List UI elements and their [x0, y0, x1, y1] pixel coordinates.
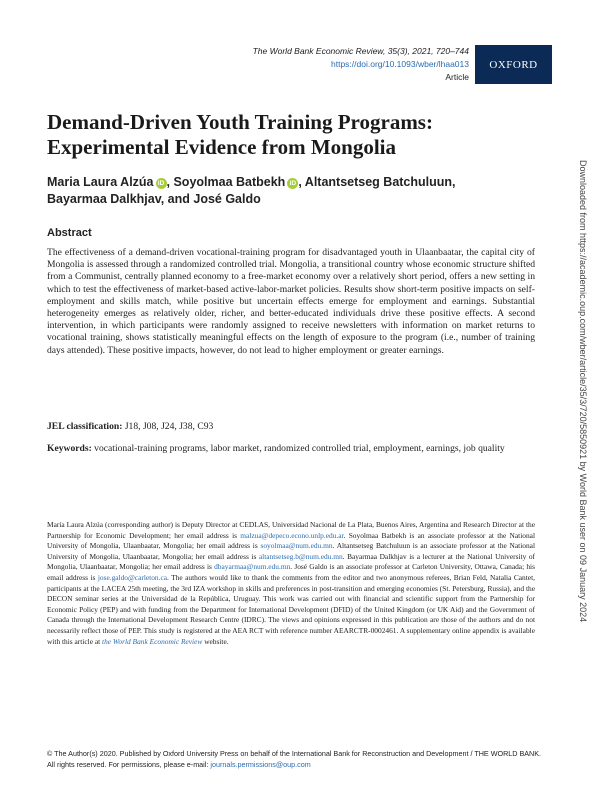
abstract-body: The effectiveness of a demand-driven vocational-training program for disadvantaged youth in Ulaanbaatar, the capital city of Mongolia is assessed through a randomized controlled trial. Mongolia, a transitional country whose economic structure shifted from a Communist, centrally planned economy to a free-market economy over a relatively short period, offers a new setting in which to test the effectiveness of market-based active-labor-market policies. Results show short-term positive impacts on self-employment and skills match, while positive but uncertain effects emerge for employment and earnings. Substantial heterogeneity emerges as relatively older, richer, and better-educated individuals drive these positive effects. A second intervention, in which participants were randomly assigned to receive newsletters with information on market returns to vocational training, shows statistically meaningful effects on the length of exposure to the program (i.e., number of training days attended). These positive impacts, however, do not lead to higher employment or greater earnings. [47, 247, 535, 356]
keywords [47, 443, 535, 455]
author-note [47, 520, 535, 647]
email-link[interactable]: jose.galdo@carleton.ca [97, 572, 168, 582]
permissions-text: All rights reserved. For permissions, please e-mail: [47, 760, 209, 769]
jel-label: JEL classification: [47, 421, 123, 432]
abstract-heading: Abstract [47, 227, 92, 239]
orcid-icon[interactable]: iD [156, 178, 167, 189]
author-note-text: . Altantsetseg Batchuluun is an associate professor at the National University of Mongolia, Ulaanbaatar, Mongolia; her email address is [47, 541, 535, 561]
author-list: Maria Laura Alzúa iD , Soyolmaa Batbekh iD , Altantsetseg Batchuluun, Bayarmaa Dalkhjav, and José Galdo [47, 175, 456, 206]
email-link[interactable]: dbayarmaa@num.edu.mn [214, 562, 291, 572]
email-link[interactable]: altantsetseg.b@num.edu.mn [258, 551, 343, 561]
author-note-text: . José Galdo is an associate professor at Carleton University, Ottawa, Canada; his email address is [47, 562, 535, 582]
doi-link[interactable]: https://doi.org/10.1093/wber/lhaa013 [331, 59, 469, 69]
permissions-email-link[interactable]: journals.permissions@oup.com [210, 760, 311, 769]
orcid-icon[interactable]: iD [287, 178, 298, 189]
author-name: Altantsetseg Batchuluun, [304, 175, 456, 189]
article-type: Article [445, 72, 469, 82]
author-note-text: . Soyolmaa Batbekh is an associate professor at the National University of Mongolia, Ulaanbaatar, Mongolia; her email address is [47, 530, 535, 551]
author-note-text: . The authors would like to thank the comments from the editor and two anonymous referees, Brian Feld, Natalia Cantet, participants at the LACEA 25th meeting, the 3rd IZA workshop in skills and preferences in post-transition and emerging economies (St. Petersburg, Russia), and the DECON seminar series at the Universidad de la República, Uruguay. This work was carried out with financial and scientific support from the Partnership for Economic Policy (PEP) and with funding from the Department for International Development (DFID) of the United Kingdom (or UK Aid) and the Government of Canada through the International Development Research Centre (IDRC). The views and opinions expressed in this publication are those of the authors and do not necessarily reflect those of PEP. This study is registered at the AEA RCT with reference number AEARCTR-0002461. A supplementary online appendix is available with this article at [47, 572, 535, 646]
paper-title [47, 110, 527, 160]
jel-codes: J18, J08, J24, J38, C93 [124, 421, 214, 432]
author-name: Bayarmaa Dalkhjav, and José Galdo [47, 192, 261, 206]
author-name: Maria Laura Alzúa [47, 175, 154, 189]
title-line-1: Demand-Driven Youth Training Programs: [47, 110, 433, 134]
keywords-list: vocational-training programs, labor market, randomized controlled trial, employment, earnings, job quality [94, 443, 505, 454]
title-line-2: Experimental Evidence from Mongolia [47, 135, 396, 159]
jel-classification [47, 421, 535, 432]
email-link[interactable]: malzua@depeco.econo.unlp.edu.ar [240, 530, 344, 540]
publisher-logo-text: OXFORD [489, 58, 538, 71]
permissions-line [47, 759, 547, 770]
author-name: Soyolmaa Batbekh [173, 175, 286, 189]
download-side-note [575, 160, 591, 720]
author-note-text: . Bayarmaa Dalkhjav is a lecturer at the National University of Mongolia, Ulaanbaatar, Mongolia; her email address is [47, 551, 535, 572]
journal-citation: The World Bank Economic Review, 35(3), 2021, 720–744 [252, 46, 469, 56]
email-link[interactable]: soyolmaa@num.edu.mn [260, 541, 333, 551]
copyright-footer [47, 748, 547, 770]
keywords-label: Keywords: [47, 443, 92, 454]
author-note-text: website. [204, 636, 229, 646]
download-notice-text: Downloaded from https://academic.oup.com/wber/article/35/3/720/5850921 by World Bank user on 09 January 2024 [578, 160, 588, 623]
copyright-line: © The Author(s) 2020. Published by Oxford University Press on behalf of the International Bank for Reconstruction and Development / THE WORLD BANK. [47, 749, 542, 758]
publisher-logo [475, 45, 552, 84]
journal-website-link[interactable]: the World Bank Economic Review [102, 636, 203, 646]
author-note-text: María Laura Alzúa (corresponding author) is Deputy Director at CEDLAS, Universidad Nacional de La Plata, Buenos Aires, Argentina and Research Director at the Partnership for Economic Development; her email address is [47, 520, 535, 540]
